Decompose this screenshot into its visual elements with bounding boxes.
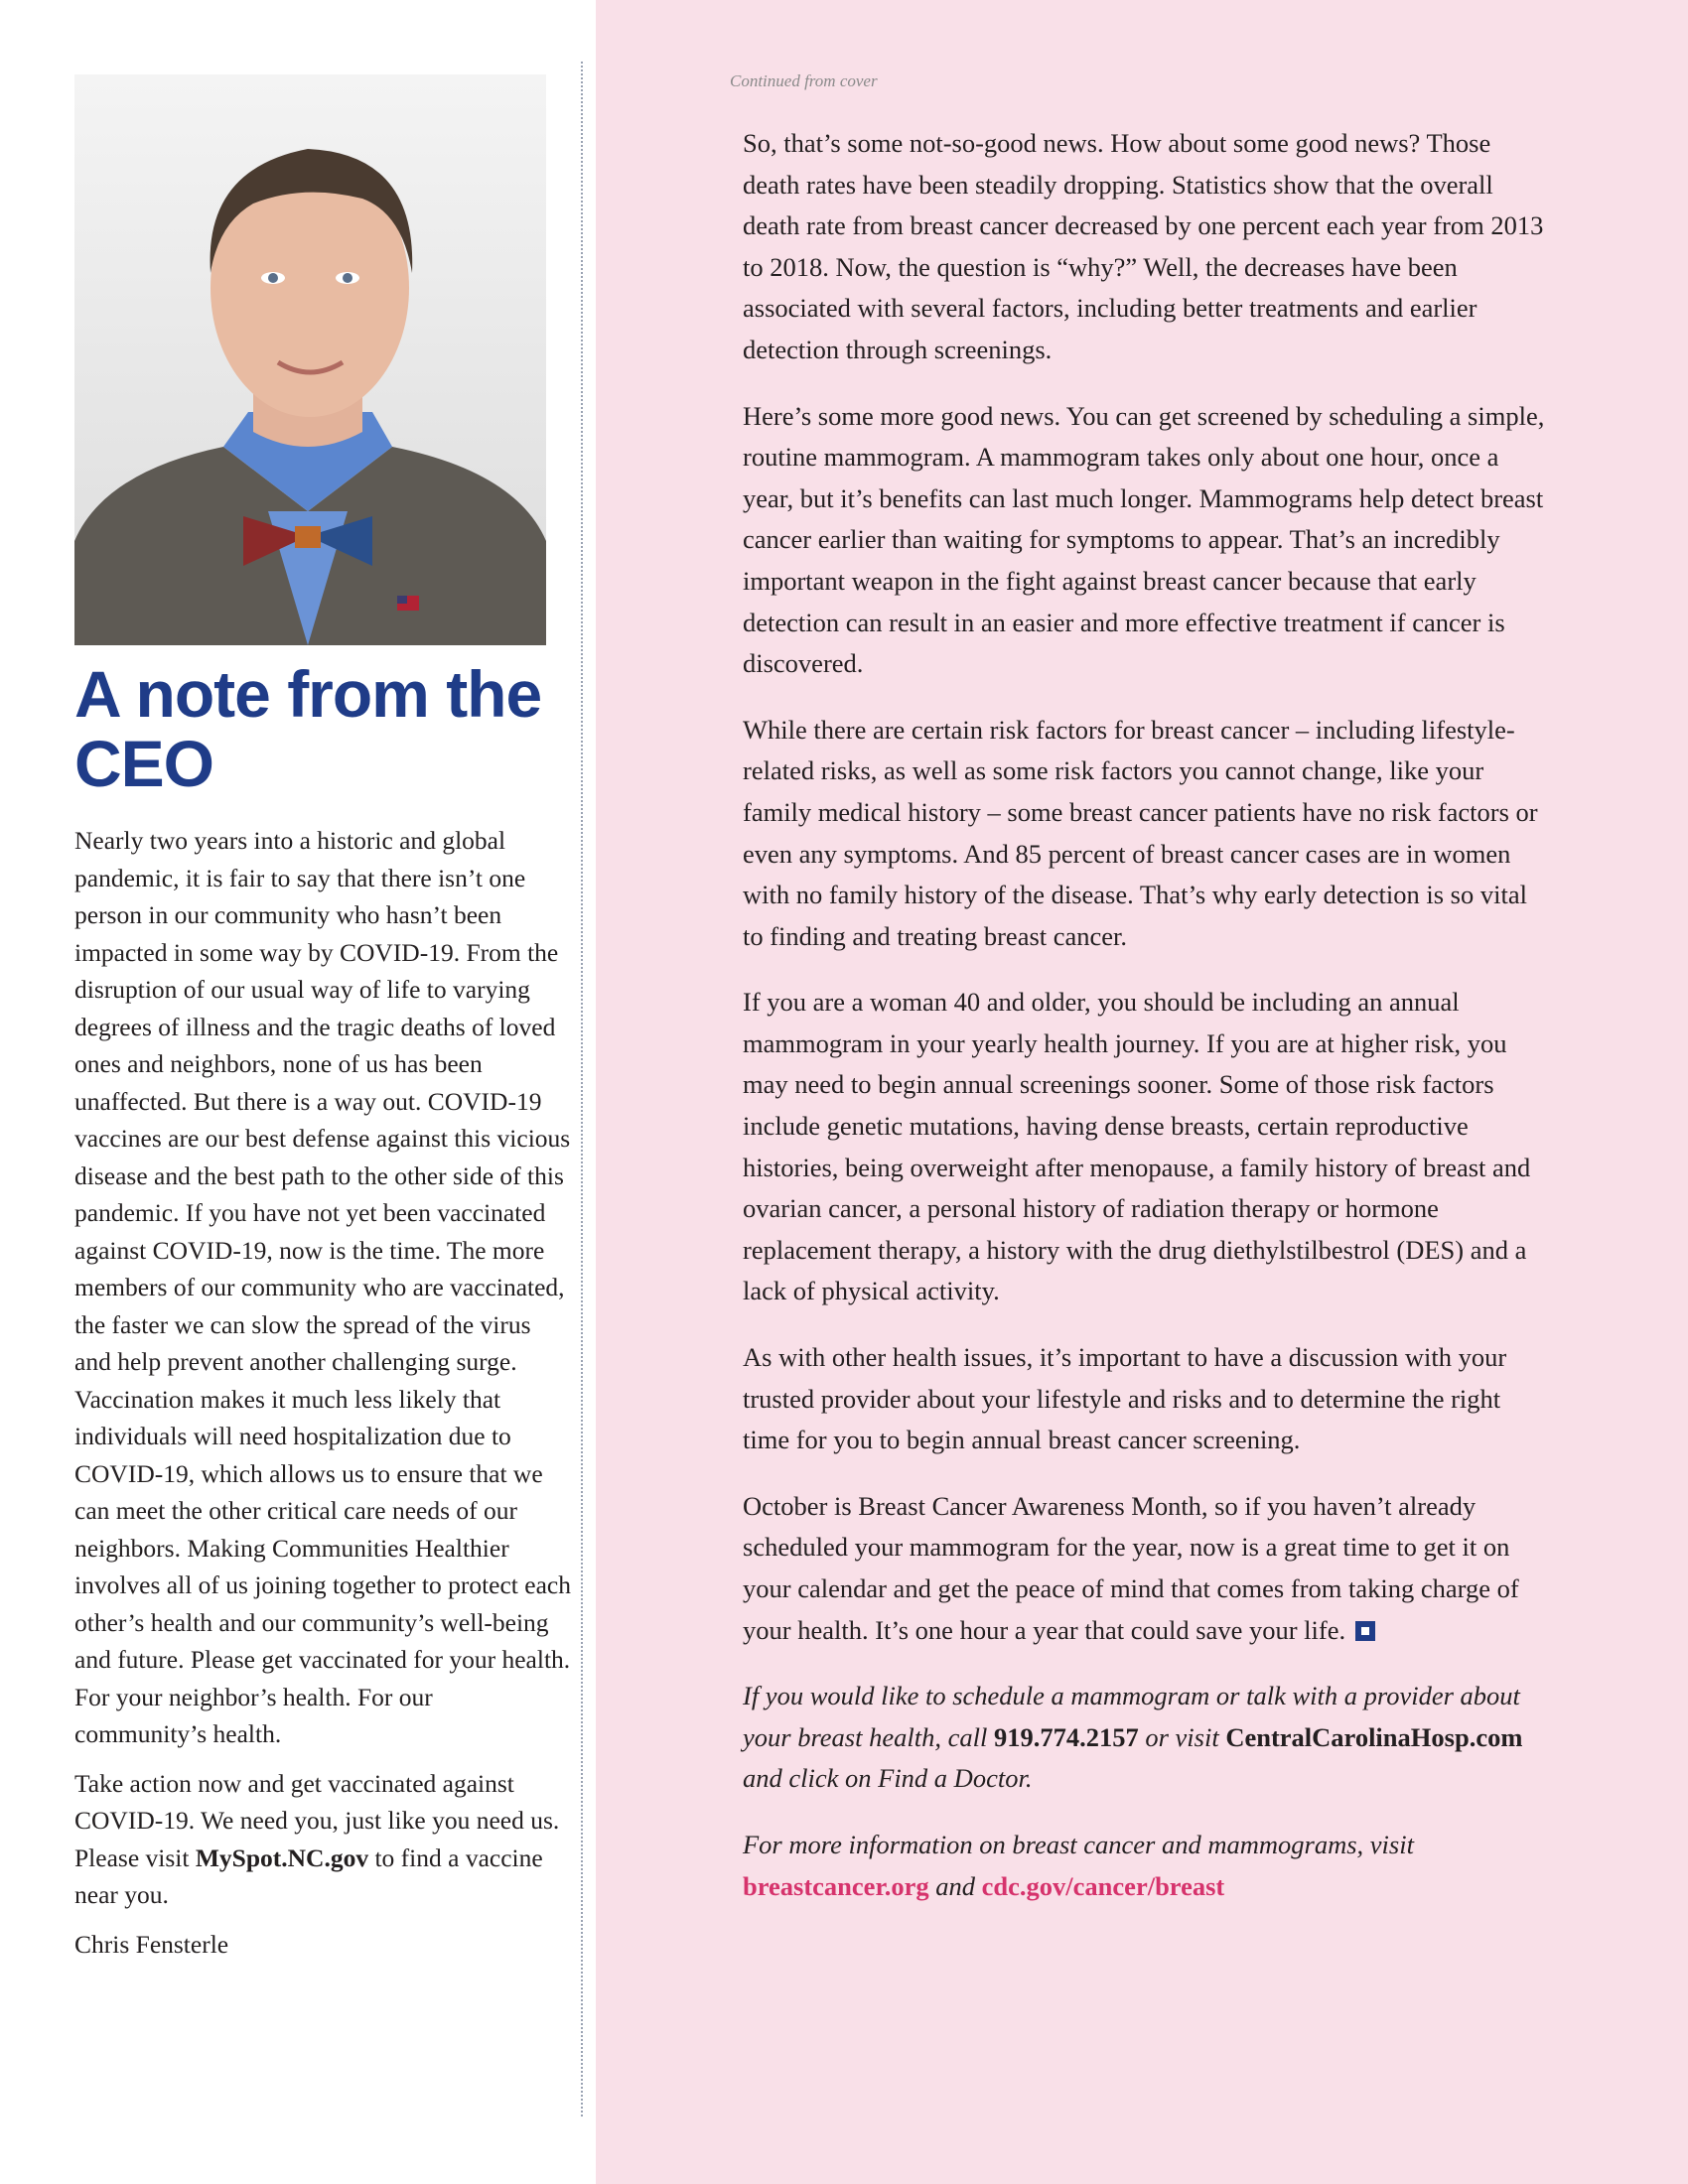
more-info-callout: For more information on breast cancer and mammograms, visit breastcancer.org and cdc.gov/cancer/breast [743,1829,1414,1901]
article-paragraph: While there are certain risk factors for breast cancer – including lifestyle-related risks, as well as some risk factors you cannot change, like your family medical history – some breast cancer patients have no risk factors or even any symptoms. And 85 percent of breast cancer cases are in women with no family history of the disease. That’s why early detection is so vital to finding and treating breast cancer. [743,714,1538,951]
ceo-signature: Chris Fensterle [74,1929,229,1959]
end-of-article-square-icon [1355,1621,1375,1641]
ceo-portrait-photo [74,74,546,645]
hospital-website-link[interactable]: CentralCarolinaHosp.com [1225,1721,1523,1752]
breastcancer-org-link[interactable]: breastcancer.org [743,1870,929,1901]
ceo-note-paragraph: Nearly two years into a historic and global pandemic, it is fair to say that there isn’t one person in our community who hasn’t been impacted in some way by COVID-19. From the disruption of our usual way of life to varying degrees of illness and the tragic deaths of loved ones and neighbors, none of us has been unaffected. But there is a way out. COVID-19 vaccines are our best defense against this vicious disease and the best path to the other side of this pandemic. If you have not yet been vaccinated against COVID-19, now is the time. The more members of our community who are vaccinated, the faster we can slow the spread of the virus and help prevent another challenging surge. Vaccination makes it much less likely that individuals will need hospitalization due to COVID-19, which allows us to ensure that we can meet the other critical care needs of our neighbors. Making Communities Healthier involves all of us joining together to protect each other’s health and our community’s well-being and future. Please get vaccinated for your health. For your neighbor’s health. For our community’s health. [74,826,571,1748]
schedule-mammogram-callout: If you would like to schedule a mammogram or talk with a provider about your breast health, call 919.774.2157 or visit CentralCarolinaHosp.com and click on Find a Doctor. [743,1681,1523,1794]
ceo-note-paragraph: Take action now and get vaccinated against COVID-19. We need you, just like you need us. Please visit MySpot.NC.gov to find a vaccine near you. [74,1768,560,1909]
column-divider [581,62,583,2116]
ceo-note-body [74,822,571,1975]
article-paragraph: As with other health issues, it’s important to have a discussion with your trusted provider about your lifestyle and risks and to determine the right time for you to begin annual breast cancer screening. [743,1342,1507,1455]
vaccine-site-link[interactable]: MySpot.NC.gov [195,1843,369,1872]
cdc-breast-cancer-link[interactable]: cdc.gov/cancer/breast [981,1870,1225,1901]
phone-number[interactable]: 919.774.2157 [993,1721,1139,1752]
continued-from-cover-label: Continued from cover [730,71,878,90]
article-paragraph: If you are a woman 40 and older, you should be including an annual mammogram in your yearly health journey. If you are at higher risk, you may need to begin annual screenings sooner. Some of those risk factors include genetic mutations, having dense breasts, certain reproductive histories, being overweight after menopause, a family history of breast and ovarian cancer, a personal history of radiation therapy or hormone replacement therapy, a history with the drug diethylstilbestrol (DES) and a lack of physical activity. [743,987,1531,1306]
article-paragraph: Here’s some more good news. You can get screened by scheduling a simple, routine mammogram. A mammogram takes only about one hour, once a year, but it’s benefits can last much longer. Mammograms help detect breast cancer earlier than waiting for symptoms to appear. That’s an incredibly important weapon in the fight against breast cancer because that early detection can result in an easier and more effective treatment if cancer is discovered. [743,400,1545,679]
article-paragraph: So, that’s some not-so-good news. How about some good news? Those death rates have been steadily dropping. Statistics show that the overall death rate from breast cancer decreased by one percent each year from 2013 to 2018. Now, the question is “why?” Well, the decreases have been associated with several factors, including better treatments and earlier detection through screenings. [743,128,1544,364]
ceo-note-heading: A note from the CEO [74,657,542,800]
article-paragraph-final: October is Breast Cancer Awareness Month, so if you haven’t already scheduled your mammogram for the year, now is a great time to get it on your calendar and get the peace of mind that comes from taking charge of your health. It’s one hour a year that could save your life. [743,1490,1519,1645]
article-body [743,123,1547,1932]
